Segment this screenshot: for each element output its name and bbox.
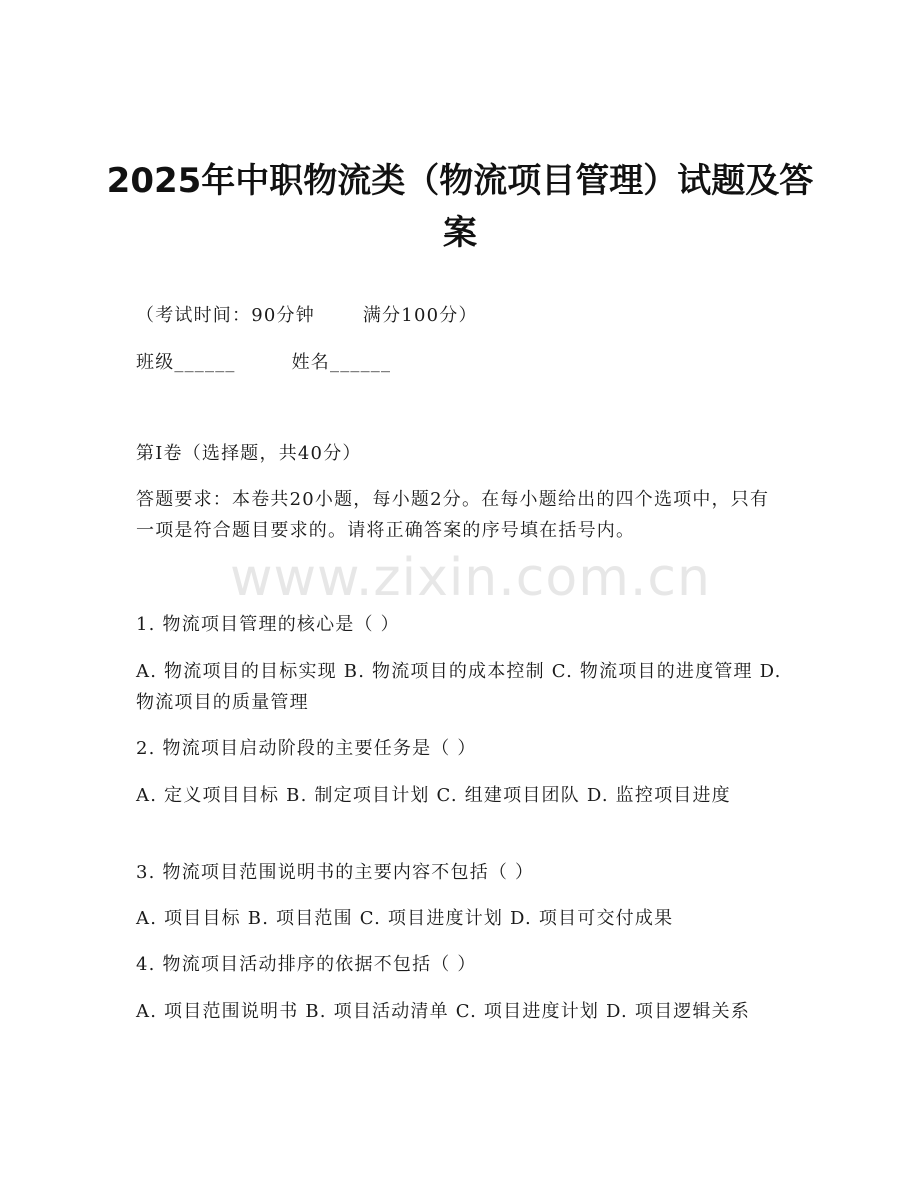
question-1-options: A. 物流项目的目标实现 B. 物流项目的成本控制 C. 物流项目的进度管理 D. 物流项目的质量管理 — [136, 661, 782, 713]
question-4-stem: 4. 物流项目活动排序的依据不包括（ ） — [136, 954, 477, 975]
question-2-stem: 2. 物流项目启动阶段的主要任务是（ ） — [136, 738, 477, 759]
student-info — [136, 347, 786, 378]
exam-info — [136, 300, 786, 331]
section-heading: 第I卷（选择题，共40分） — [136, 443, 362, 464]
section-instructions: 答题要求：本卷共20小题，每小题2分。在每小题给出的四个选项中，只有一项是符合题目要求的。请将正确答案的序号填在括号内。 — [136, 489, 770, 541]
watermark: www.zixin.com.cn — [230, 548, 711, 608]
question-1-stem: 1. 物流项目管理的核心是（ ） — [136, 614, 400, 635]
question-2-options: A. 定义项目目标 B. 制定项目计划 C. 组建项目团队 D. 监控项目进度 — [136, 785, 731, 806]
question-3-stem: 3. 物流项目范围说明书的主要内容不包括（ ） — [136, 862, 535, 883]
exam-score: 满分100分） — [362, 305, 478, 326]
exam-time: （考试时间：90分钟 — [136, 305, 315, 326]
name-field: 姓名______ — [291, 352, 392, 373]
class-field: 班级______ — [136, 352, 236, 373]
document-title: 2025年中职物流类（物流项目管理）试题及答案 — [106, 161, 814, 253]
question-4-options: A. 项目范围说明书 B. 项目活动清单 C. 项目进度计划 D. 项目逻辑关系 — [136, 1001, 751, 1022]
question-3-options: A. 项目目标 B. 项目范围 C. 项目进度计划 D. 项目可交付成果 — [136, 908, 674, 929]
